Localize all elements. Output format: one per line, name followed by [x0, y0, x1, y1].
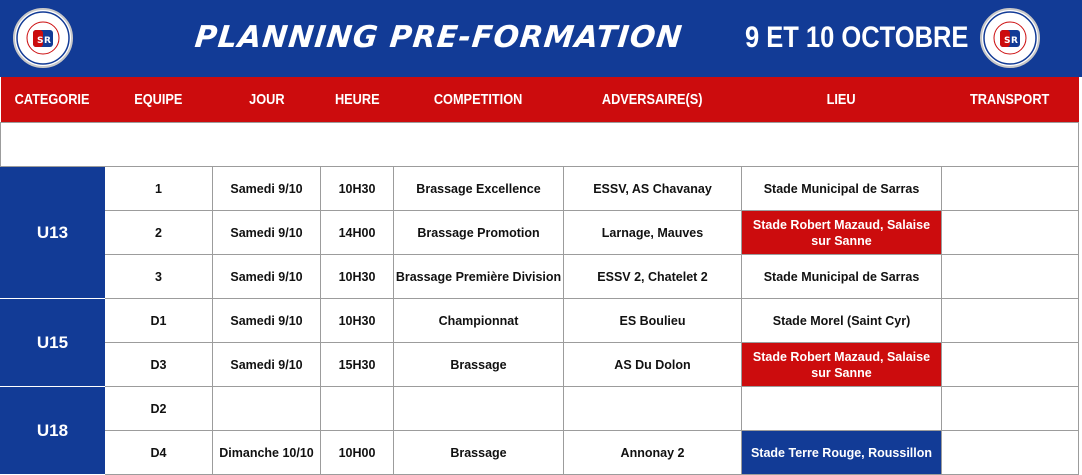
lieu-cell	[742, 387, 942, 431]
svg-text:R: R	[44, 36, 51, 46]
heure-cell: 10H00	[321, 431, 394, 475]
adversaires-cell	[564, 387, 742, 431]
column-header-transport: TRANSPORT	[942, 77, 1079, 123]
competition-cell: Brassage	[394, 431, 564, 475]
lieu-cell: Stade Municipal de Sarras	[742, 255, 942, 299]
transport-cell	[942, 299, 1079, 343]
equipe-cell: D2	[105, 387, 213, 431]
jour-cell: Samedi 9/10	[213, 167, 321, 211]
column-header-jour: JOUR	[213, 77, 321, 123]
jour-cell: Samedi 9/10	[213, 299, 321, 343]
category-cell: U18	[1, 387, 105, 475]
page-title: PLANNING PRE-FORMATION	[193, 20, 685, 55]
lieu-cell: Stade Robert Mazaud, Salaise sur Sanne	[742, 211, 942, 255]
event-date: 9 ET 10 OCTOBRE	[745, 21, 969, 54]
transport-cell	[942, 387, 1079, 431]
category-cell: U13	[1, 167, 105, 299]
club-logo-right	[980, 8, 1040, 68]
adversaires-cell: AS Du Dolon	[564, 343, 742, 387]
competition-cell: Brassage Promotion	[394, 211, 564, 255]
column-header-heure: HEURE	[321, 77, 394, 123]
column-header-equipe: EQUIPE	[105, 77, 213, 123]
table-row	[1, 343, 1079, 387]
svg-text:S: S	[37, 36, 44, 46]
adversaires-cell: ESSV, AS Chavanay	[564, 167, 742, 211]
competition-cell: Championnat	[394, 299, 564, 343]
column-header-adversaires: ADVERSAIRE(S)	[564, 77, 742, 123]
column-header-competition: COMPETITION	[394, 77, 564, 123]
lieu-cell: Stade Morel (Saint Cyr)	[742, 299, 942, 343]
adversaires-cell: ESSV 2, Chatelet 2	[564, 255, 742, 299]
heure-cell: 14H00	[321, 211, 394, 255]
jour-cell: Samedi 9/10	[213, 255, 321, 299]
equipe-cell: D3	[105, 343, 213, 387]
column-header-categorie: CATEGORIE	[1, 77, 105, 123]
lieu-cell: Stade Robert Mazaud, Salaise sur Sanne	[742, 343, 942, 387]
column-header-lieu: LIEU	[742, 77, 942, 123]
transport-cell	[942, 167, 1079, 211]
heure-cell: 10H30	[321, 299, 394, 343]
heure-cell: 10H30	[321, 167, 394, 211]
heure-cell	[321, 387, 394, 431]
svg-text:S: S	[1004, 36, 1011, 46]
jour-cell: Samedi 9/10	[213, 211, 321, 255]
adversaires-cell: ES Boulieu	[564, 299, 742, 343]
table-row	[1, 211, 1079, 255]
competition-cell: Brassage Première Division	[394, 255, 564, 299]
table-row	[1, 299, 1079, 343]
equipe-cell: 3	[105, 255, 213, 299]
adversaires-cell: Larnage, Mauves	[564, 211, 742, 255]
lieu-cell: Stade Terre Rouge, Roussillon	[742, 431, 942, 475]
transport-cell	[942, 431, 1079, 475]
jour-cell	[213, 387, 321, 431]
category-cell: U15	[1, 299, 105, 387]
table-row	[1, 167, 1079, 211]
equipe-cell: D4	[105, 431, 213, 475]
table-row	[1, 387, 1079, 431]
page-header	[0, 0, 1082, 77]
jour-cell: Dimanche 10/10	[213, 431, 321, 475]
jour-cell: Samedi 9/10	[213, 343, 321, 387]
table-row	[1, 431, 1079, 475]
competition-cell: Brassage	[394, 343, 564, 387]
equipe-cell: D1	[105, 299, 213, 343]
equipe-cell: 2	[105, 211, 213, 255]
column-header-row	[1, 77, 1079, 123]
competition-cell	[394, 387, 564, 431]
lieu-cell: Stade Municipal de Sarras	[742, 167, 942, 211]
club-logo	[13, 8, 73, 68]
transport-cell	[942, 255, 1079, 299]
heure-cell: 10H30	[321, 255, 394, 299]
table-row	[1, 255, 1079, 299]
adversaires-cell: Annonay 2	[564, 431, 742, 475]
planning-table	[0, 77, 1079, 475]
transport-cell	[942, 343, 1079, 387]
heure-cell: 15H30	[321, 343, 394, 387]
equipe-cell: 1	[105, 167, 213, 211]
svg-text:R: R	[1011, 36, 1018, 46]
competition-cell: Brassage Excellence	[394, 167, 564, 211]
transport-cell	[942, 211, 1079, 255]
